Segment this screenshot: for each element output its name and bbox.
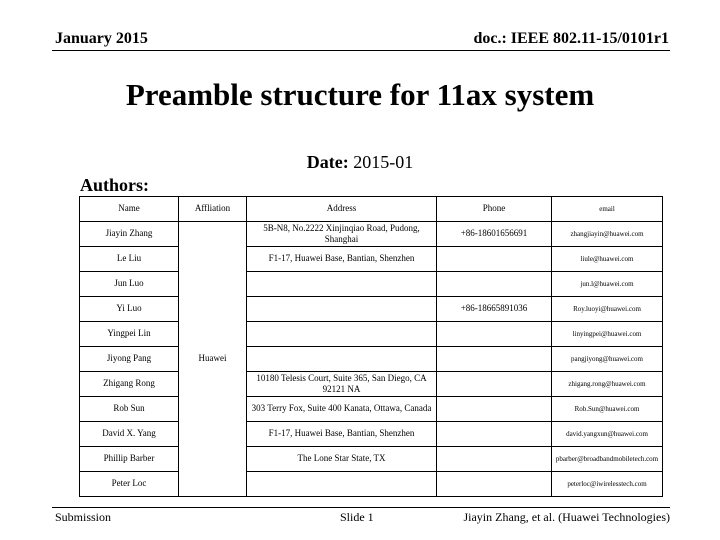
author-name: David X. Yang [80,422,179,447]
footer-divider [52,507,670,508]
header-divider [52,50,670,51]
table-row [80,422,663,447]
slide-title: Preamble structure for 11ax system [125,77,595,112]
table-row [80,347,663,372]
author-address: The Lone Star State, TX [247,447,437,472]
table-row [80,247,663,272]
author-phone [437,247,552,272]
author-email: linyingpei@huawei.com [552,322,663,347]
table-row [80,297,663,322]
author-email: jun.l@huawei.com [552,272,663,297]
header-date: January 2015 [55,30,148,47]
date-label: Date: [306,152,349,172]
author-phone: +86-18601656691 [437,222,552,247]
author-name: Jiyong Pang [80,347,179,372]
author-phone [437,422,552,447]
footer-authors: Jiayin Zhang, et al. (Huawei Technologies) [463,510,670,524]
author-phone [437,447,552,472]
author-address [247,272,437,297]
author-phone [437,472,552,497]
table-row [80,222,663,247]
table-row [80,472,663,497]
author-email: peterloc@iwirelesstech.com [552,472,663,497]
author-name: Jun Luo [80,272,179,297]
author-address: 5B-N8, No.2222 Xinjinqiao Road, Pudong, Shanghai [247,222,437,247]
table-row [80,372,663,397]
author-address: F1-17, Huawei Base, Bantian, Shenzhen [247,422,437,447]
authors-label: Authors: [80,175,150,195]
column-header-phone: Phone [437,197,552,222]
author-address [247,297,437,322]
column-header-name: Name [80,197,179,222]
author-affiliation: Huawei [179,222,247,497]
author-email: liule@huawei.com [552,247,663,272]
table-row [80,322,663,347]
author-name: Zhigang Rong [80,372,179,397]
author-phone: +86-18665891036 [437,297,552,322]
author-phone [437,397,552,422]
author-name: Yi Luo [80,297,179,322]
author-name: Phillip Barber [80,447,179,472]
author-phone [437,322,552,347]
date-line [0,152,720,173]
header-doc-id: doc.: IEEE 802.11-15/0101r1 [473,30,669,47]
author-name: Yingpei Lin [80,322,179,347]
author-phone [437,272,552,297]
author-address: 303 Terry Fox, Suite 400 Kanata, Ottawa, Canada [247,397,437,422]
author-address [247,347,437,372]
column-header-affiliation: Affliation [179,197,247,222]
author-address [247,322,437,347]
author-phone [437,347,552,372]
author-address: 10180 Telesis Court, Suite 365, San Diego, CA 92121 NA [247,372,437,397]
author-address: F1-17, Huawei Base, Bantian, Shenzhen [247,247,437,272]
author-email: pangjiyong@huawei.com [552,347,663,372]
date-value: 2015-01 [353,152,414,172]
author-email: david.yangxun@huawei.com [552,422,663,447]
author-name: Jiayin Zhang [80,222,179,247]
author-address [247,472,437,497]
author-email: Roy.luoyi@huawei.com [552,297,663,322]
author-email: zhangjiayin@huawei.com [552,222,663,247]
column-header-address: Address [247,197,437,222]
table-row [80,272,663,297]
author-email: Rob.Sun@huawei.com [552,397,663,422]
author-phone [437,372,552,397]
author-email: pbarber@broadbandmobiletech.com [552,447,663,472]
author-name: Peter Loc [80,472,179,497]
authors-table [79,196,663,497]
footer-slide-number: Slide 1 [340,510,374,524]
table-row [80,397,663,422]
table-row [80,447,663,472]
author-name: Rob Sun [80,397,179,422]
author-email: zhigang.rong@huawei.com [552,372,663,397]
table-header-row [80,197,663,222]
footer-submission: Submission [55,510,112,524]
column-header-email: email [552,197,663,222]
author-name: Le Liu [80,247,179,272]
